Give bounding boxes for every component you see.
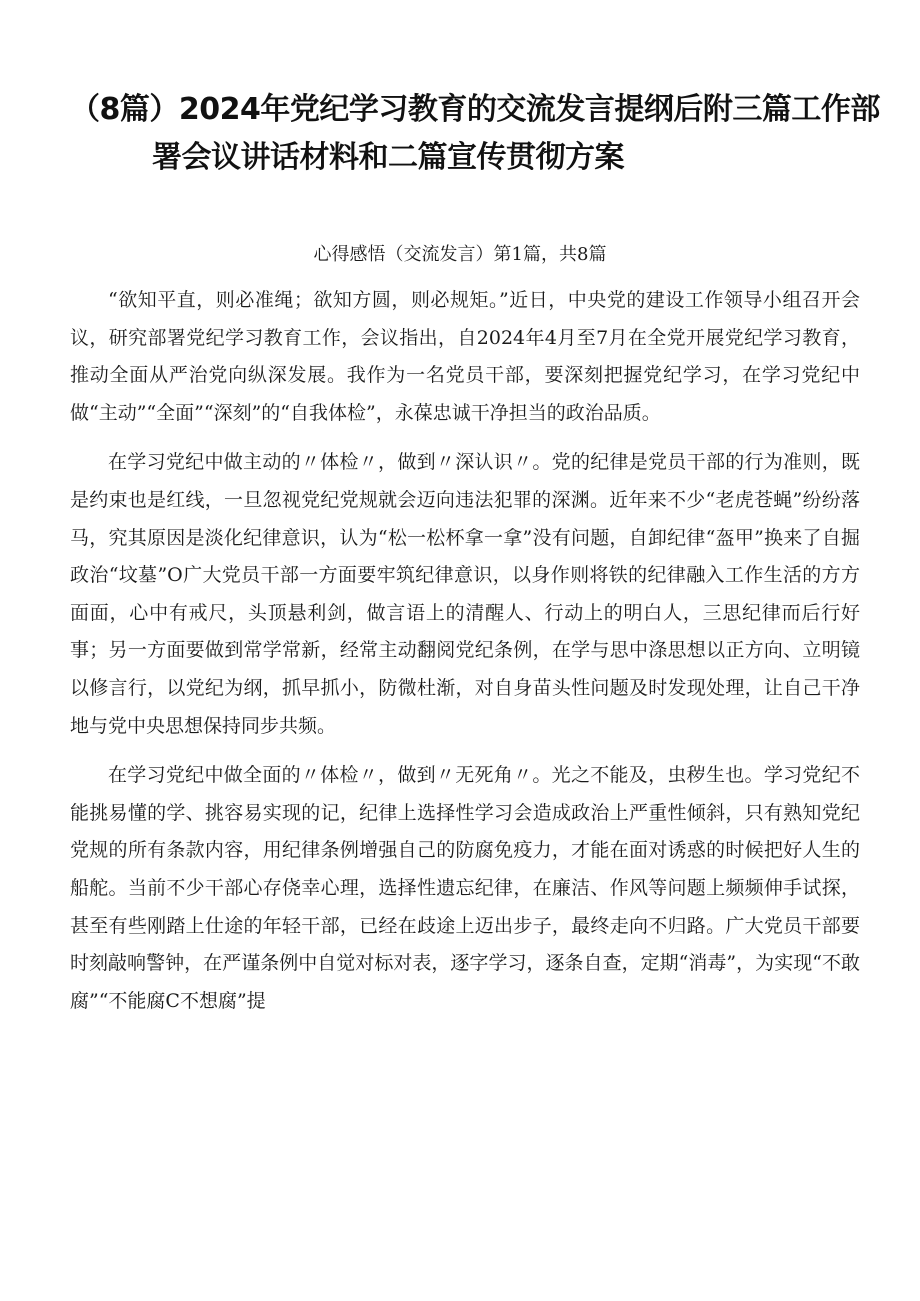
document-body (70, 282, 860, 1032)
body-paragraph-3: 在学习党纪中做全面的〃体检〃，做到〃无死角〃。光之不能及，虫秽生也。学习党纪不能挑易懂的学、挑容易实现的记，纪律上选择性学习会造成政治上严重性倾斜，只有熟知党纪党规的所有条款内容，用纪律条例增强自己的防腐免疫力，才能在面对诱惑的时候把好人生的船舵。当前不少干部心存侥幸心理，选择性遗忘纪律，在廉洁、作风等问题上频频伸手试探，甚至有些刚踏上仕途的年轻干部，已经在歧途上迈出步子，最终走向不归路。广大党员干部要时刻敲响警钟，在严谨条例中自觉对标对表，逐字学习，逐条自查，定期“消毒”，为实现“不敢腐”“不能腐C不想腐”提 (70, 764, 860, 1012)
section-heading: 心得感悟（交流发言）第1篇，共8篇 (313, 244, 607, 265)
document-title-line-2: 署会议讲话材料和二篇宣传贯彻方案 (152, 140, 624, 175)
body-paragraph-1: “欲知平直，则必准绳；欲知方圆，则必规矩。”近日，中央党的建设工作领导小组召开会议，研究部署党纪学习教育工作，会议指出，自2024年4月至7月在全党开展党纪学习教育，推动全面从严治党向纵深发展。我作为一名党员干部，要深刻把握党纪学习，在学习党纪中做“主动”“全面”“深刻”的“自我体检”，永葆忠诚干净担当的政治品质。 (70, 289, 860, 424)
body-paragraph-2: 在学习党纪中做主动的〃体检〃，做到〃深认识〃。党的纪律是党员干部的行为准则，既是约束也是红线，一旦忽视党纪党规就会迈向违法犯罪的深渊。近年来不少“老虎苍蝇”纷纷落马，究其原因是淡化纪律意识，认为“松一松杯拿一拿”没有问题，自卸纪律“盔甲”换来了自掘政治“坟墓”O广大党员干部一方面要牢筑纪律意识，以身作则将铁的纪律融入工作生活的方方面面，心中有戒尺，头顶悬利剑，做言语上的清醒人、行动上的明白人，三思纪律而后行好事；另一方面要做到常学常新，经常主动翻阅党纪条例，在学与思中涤思想以正方向、立明镜以修言行，以党纪为纲，抓早抓小，防微杜渐，对自身苗头性问题及时发现处理，让自己干净地与党中央思想保持同步共频。 (70, 451, 860, 737)
document-title (70, 86, 880, 182)
document-title-line-1: （8篇）2024年党纪学习教育的交流发言提纲后附三篇工作部 (70, 92, 880, 127)
